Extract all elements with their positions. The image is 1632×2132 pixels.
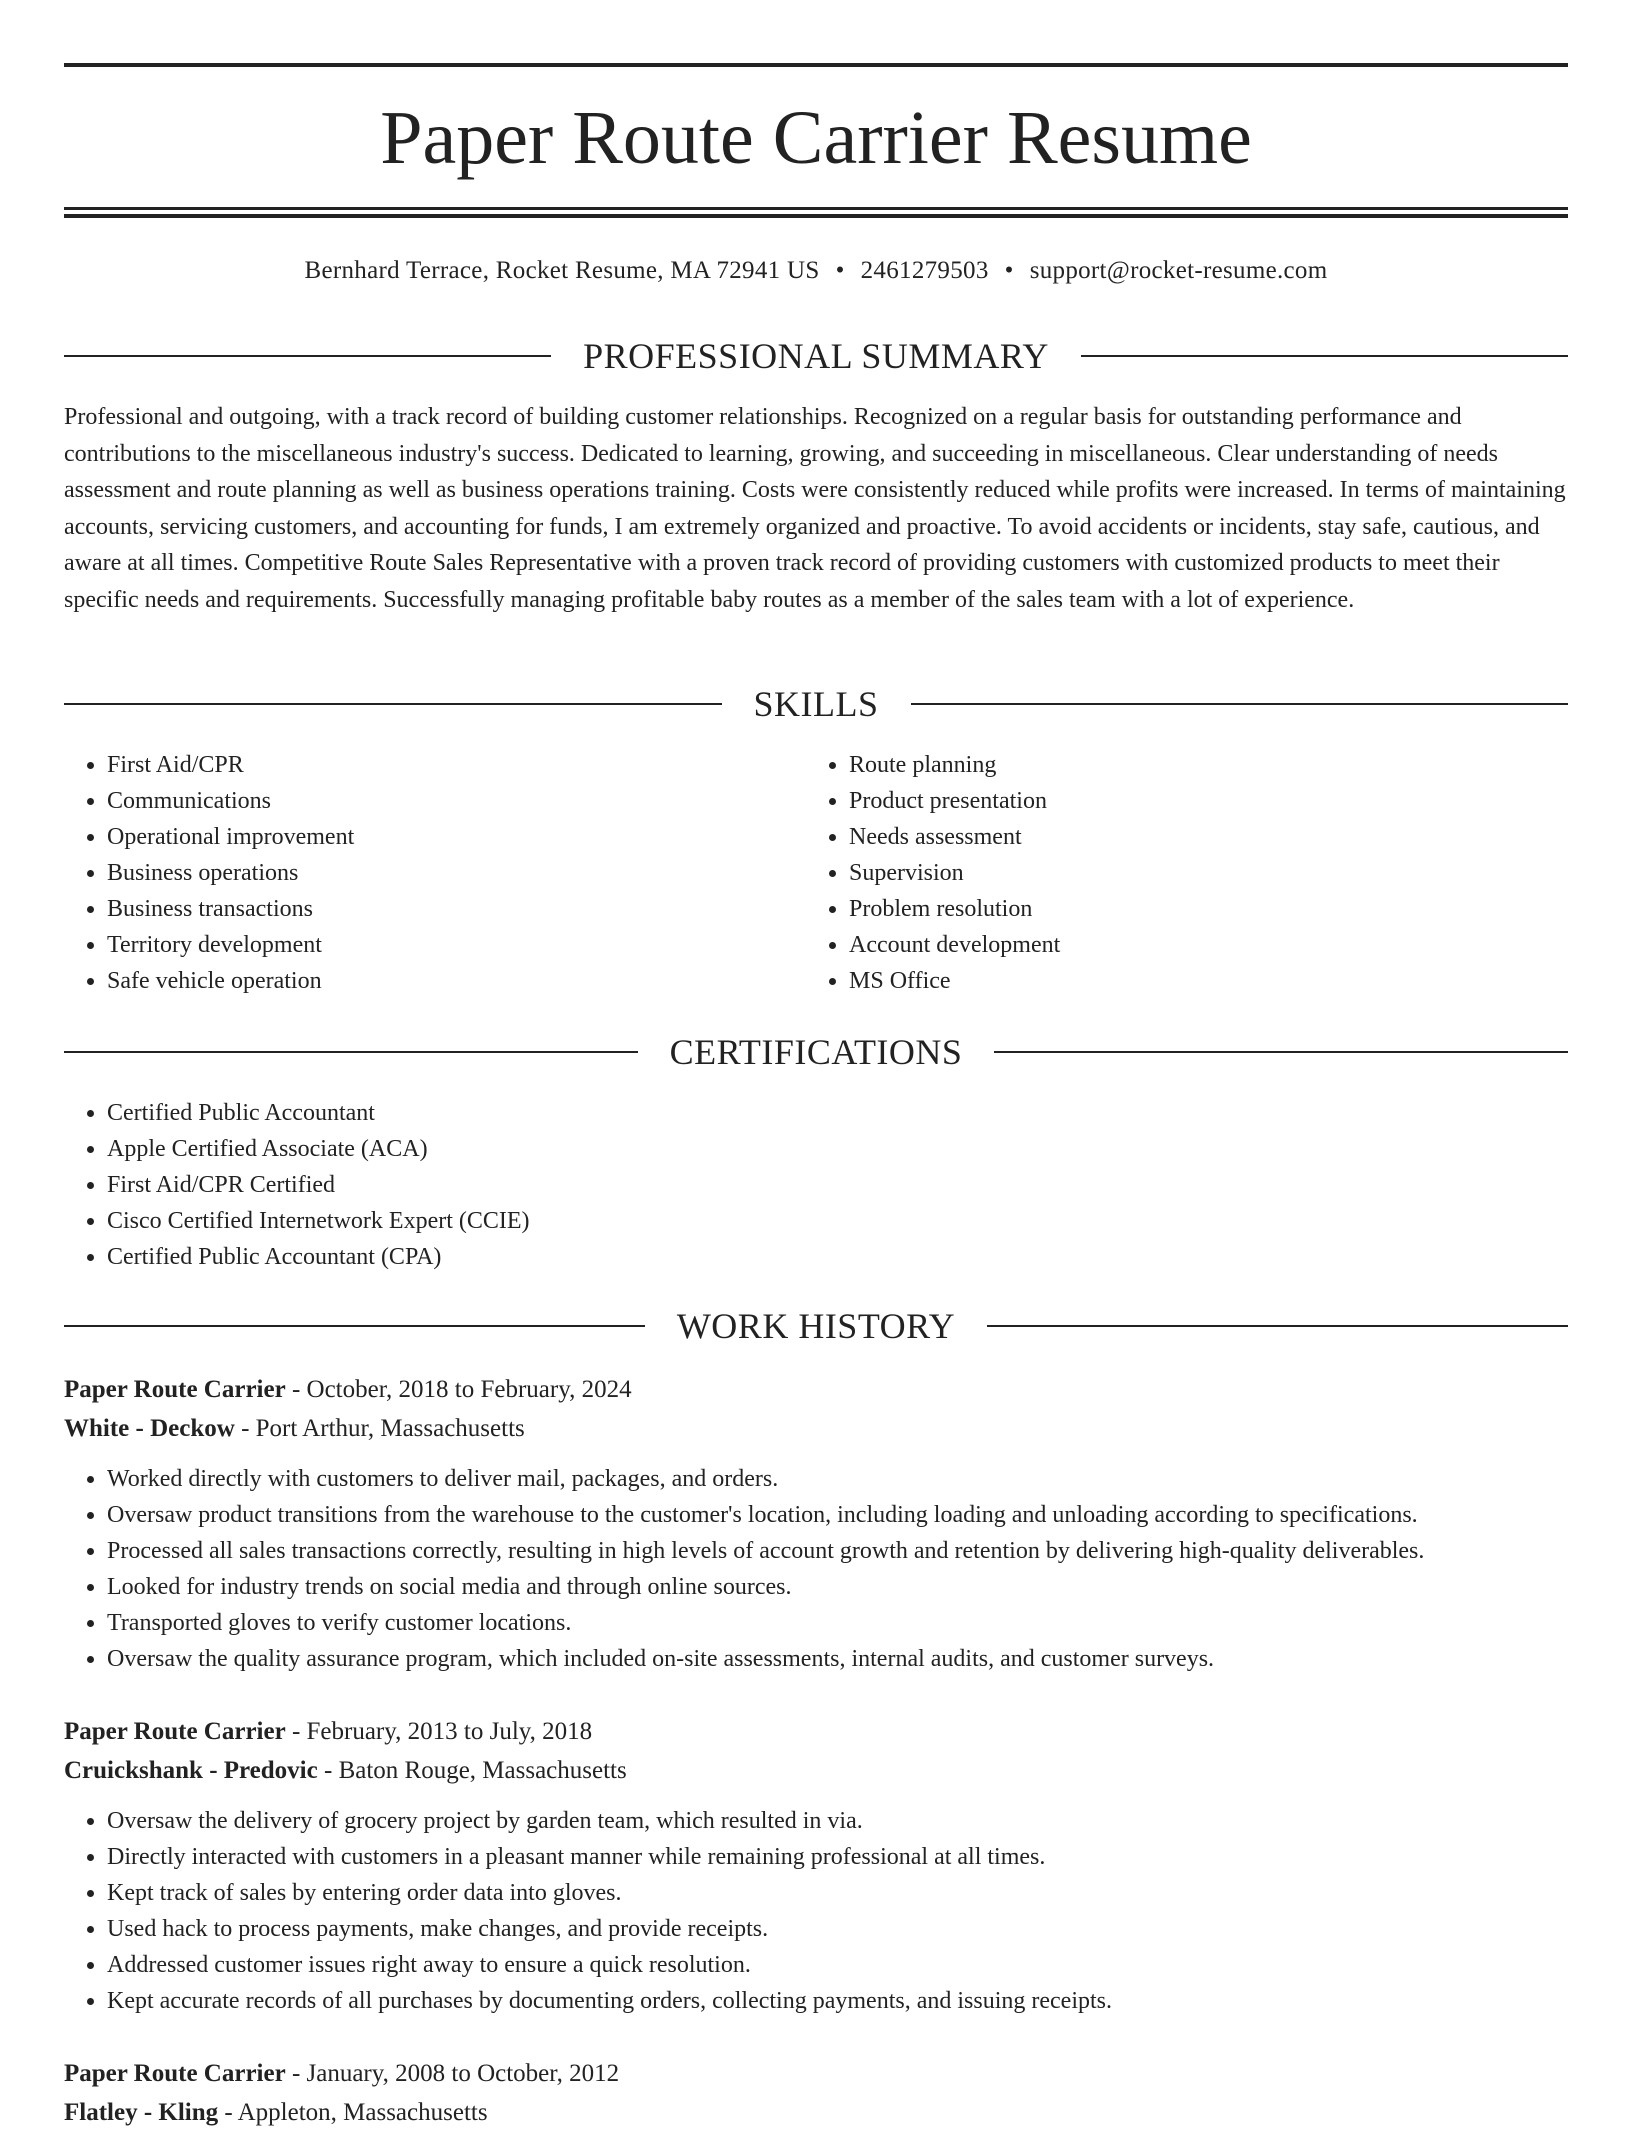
job-entry <box>64 1712 1568 2019</box>
job-title: Paper Route Carrier <box>64 1718 286 1745</box>
job-title-line: Paper Route Carrier - January, 2008 to October, 2012 <box>64 2060 620 2087</box>
resume-page <box>64 0 1568 2126</box>
section-title-skills: SKILLS <box>753 684 879 724</box>
section-rule <box>64 1051 638 1053</box>
certification-item: • Cisco Certified Internetwork Expert (CCIE) <box>107 1203 1607 1239</box>
job-title-line: Paper Route Carrier - October, 2018 to February, 2024 <box>64 1376 632 1403</box>
job-bullet-item: • Transported gloves to verify customer locations. <box>107 1605 1568 1641</box>
job-bullet-item: • Worked directly with customers to deliver mail, packages, and orders. <box>107 1461 1568 1497</box>
job-dates: February, 2013 to July, 2018 <box>306 1718 593 1745</box>
skill-item: • Operational improvement <box>107 819 847 855</box>
top-rule <box>64 63 1568 67</box>
skill-item: • Route planning <box>849 747 1589 783</box>
section-title-summary: PROFESSIONAL SUMMARY <box>583 336 1049 376</box>
job-bullet-item: • Kept accurate records of all purchases by documenting orders, collecting payments, and issuing receipts. <box>107 1983 1568 2019</box>
skill-item: • First Aid/CPR <box>107 747 847 783</box>
certification-item: • First Aid/CPR Certified <box>107 1167 1607 1203</box>
section-header-summary <box>64 334 1568 378</box>
certifications-list <box>64 1095 1607 1275</box>
job-bullet-item: • Oversaw the delivery of grocery project by garden team, which resulted in via. <box>107 1803 1568 1839</box>
skill-item: • Communications <box>107 783 847 819</box>
skills-list-left <box>64 747 847 999</box>
job-entry <box>64 1370 1568 1677</box>
job-company: Flatley - Kling <box>64 2099 219 2126</box>
job-title-line: Paper Route Carrier - February, 2013 to July, 2018 <box>64 1718 593 1745</box>
job-bullet-item: • Oversaw product transitions from the warehouse to the customer's location, including loading and unloading according to specifications. <box>107 1497 1568 1533</box>
summary-paragraph: Professional and outgoing, with a track record of building customer relationships. Recognized on a regular basis for outstanding performance and contributions to the miscellaneous industry's success. Dedicated to learning, growing, and succeeding in miscellaneous. Clear understanding of needs assessment and route planning as well as business operations training. Costs were consistently reduced while profits were increased. In terms of maintaining accounts, servicing customers, and accounting for funds, I am extremely organized and proactive. To avoid accidents or incidents, stay safe, cautious, and aware at all times. Competitive Route Sales Representative with a proven track record of providing customers with customized products to meet their specific needs and requirements. Successfully managing profitable baby routes as a member of the sales team with a lot of experience. <box>64 404 1566 613</box>
contact-separator: • <box>1004 257 1014 284</box>
section-title-work-history: WORK HISTORY <box>676 1306 956 1346</box>
job-title: Paper Route Carrier <box>64 1376 286 1403</box>
certification-item: • Apple Certified Associate (ACA) <box>107 1131 1607 1167</box>
job-bullet-item: • Used hack to process payments, make changes, and provide receipts. <box>107 1911 1568 1947</box>
title-double-rule <box>64 207 1568 218</box>
skill-item: • Needs assessment <box>849 819 1589 855</box>
job-bullet-item: • Directly interacted with customers in a pleasant manner while remaining professional at all times. <box>107 1839 1568 1875</box>
section-rule <box>64 1325 645 1327</box>
skills-list-right <box>806 747 1589 999</box>
section-rule <box>1081 355 1568 357</box>
job-location: Baton Rouge, Massachusetts <box>338 1757 627 1784</box>
job-bullets <box>64 1461 1568 1677</box>
skill-item: • Business transactions <box>107 891 847 927</box>
section-title-certifications: CERTIFICATIONS <box>669 1032 963 1072</box>
job-bullets <box>64 1803 1568 2019</box>
job-location: Port Arthur, Massachusetts <box>255 1415 525 1442</box>
section-rule <box>987 1325 1568 1327</box>
section-header-work-history <box>64 1304 1568 1348</box>
skill-item: • Product presentation <box>849 783 1589 819</box>
section-rule <box>911 703 1569 705</box>
job-company-line: Flatley - Kling - Appleton, Massachusetts <box>64 2099 488 2126</box>
job-dates: October, 2018 to February, 2024 <box>306 1376 632 1403</box>
job-company-line: White - Deckow - Port Arthur, Massachusetts <box>64 1415 525 1442</box>
job-location: Appleton, Massachusetts <box>237 2099 488 2126</box>
job-bullet-item: • Looked for industry trends on social media and through online sources. <box>107 1569 1568 1605</box>
certification-item: • Certified Public Accountant (CPA) <box>107 1239 1607 1275</box>
section-rule <box>64 703 722 705</box>
skill-item: • Safe vehicle operation <box>107 963 847 999</box>
section-rule <box>994 1051 1568 1053</box>
skill-item: • Account development <box>849 927 1589 963</box>
skill-item: • Supervision <box>849 855 1589 891</box>
contact-separator: • <box>835 257 845 284</box>
job-dates: January, 2008 to October, 2012 <box>306 2060 620 2087</box>
job-entry <box>64 2054 1568 2132</box>
job-company-line: Cruickshank - Predovic - Baton Rouge, Massachusetts <box>64 1757 627 1784</box>
skill-item: • Territory development <box>107 927 847 963</box>
job-title: Paper Route Carrier <box>64 2060 286 2087</box>
section-header-certifications <box>64 1030 1568 1074</box>
contact-address: Bernhard Terrace, Rocket Resume, MA 72941 US <box>304 257 820 284</box>
job-bullet-item: • Processed all sales transactions correctly, resulting in high levels of account growth and retention by delivering high-quality deliverables. <box>107 1533 1568 1569</box>
job-company: Cruickshank - Predovic <box>64 1757 318 1784</box>
section-header-skills <box>64 682 1568 726</box>
job-bullet-item: • Addressed customer issues right away to ensure a quick resolution. <box>107 1947 1568 1983</box>
contact-line <box>64 254 1568 288</box>
resume-title: Paper Route Carrier Resume <box>380 96 1252 180</box>
skill-item: • Problem resolution <box>849 891 1589 927</box>
contact-phone: 2461279503 <box>860 257 989 284</box>
job-bullet-item: • Oversaw the quality assurance program, which included on-site assessments, internal audits, and customer surveys. <box>107 1641 1568 1677</box>
skill-item: • MS Office <box>849 963 1589 999</box>
contact-email: support@rocket-resume.com <box>1029 257 1328 284</box>
skill-item: • Business operations <box>107 855 847 891</box>
job-company: White - Deckow <box>64 1415 235 1442</box>
section-rule <box>64 355 551 357</box>
certification-item: • Certified Public Accountant <box>107 1095 1607 1131</box>
job-bullet-item: • Kept track of sales by entering order data into gloves. <box>107 1875 1568 1911</box>
